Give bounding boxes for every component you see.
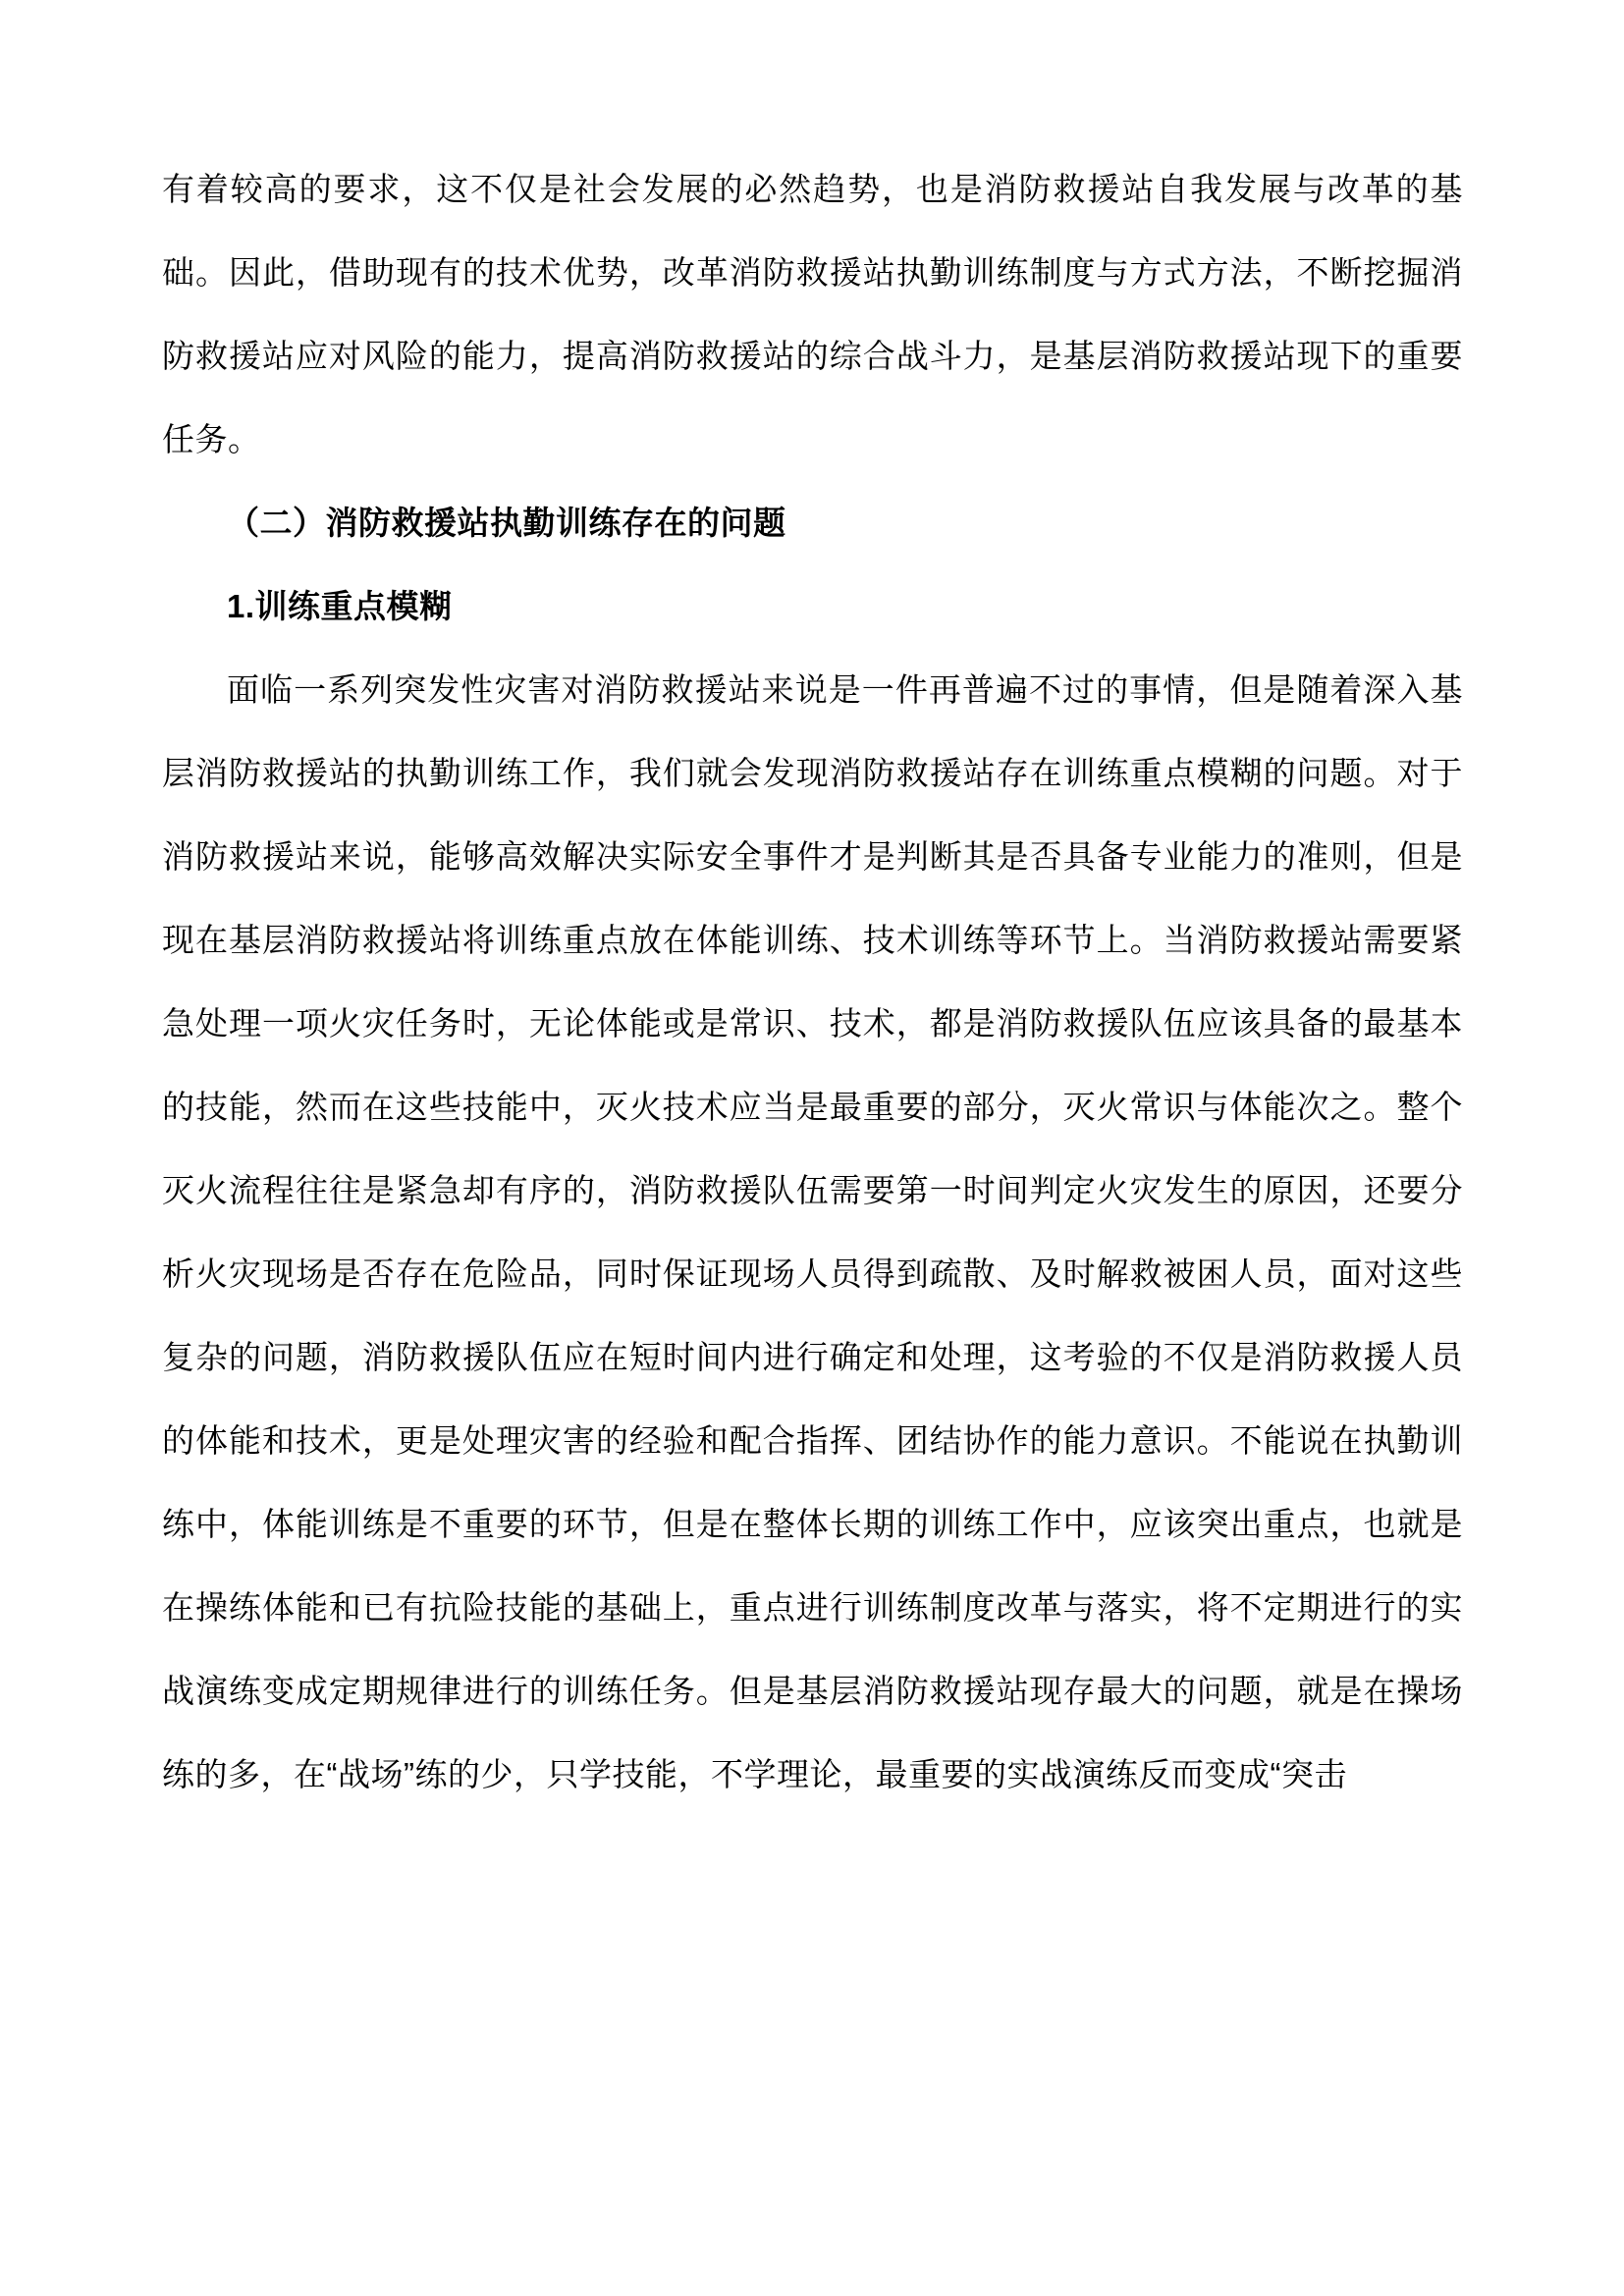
page-content [162,147,1463,1816]
body-paragraph-continued: 有着较高的要求，这不仅是社会发展的必然趋势，也是消防救援站自我发展与改革的基础。因此，借助现有的技术优势，改革消防救援站执勤训练制度与方式方法，不断挖掘消防救援站应对风险的能力，提高消防救援站的综合战斗力，是基层消防救援站现下的重要任务。 [162,171,1463,457]
section-heading-level-2: （二）消防救援站执勤训练存在的问题 [227,505,786,541]
body-paragraph-main: 面临一系列突发性灾害对消防救援站来说是一件再普遍不过的事情，但是随着深入基层消防救援站的执勤训练工作，我们就会发现消防救援站存在训练重点模糊的问题。对于消防救援站来说，能够高效解决实际安全事件才是判断其是否具备专业能力的准则，但是现在基层消防救援站将训练重点放在体能训练、技术训练等环节上。当消防救援站需要紧急处理一项火灾任务时，无论体能或是常识、技术，都是消防救援队伍应该具备的最基本的技能，然而在这些技能中，灭火技术应当是最重要的部分，灭火常识与体能次之。整个灭火流程往往是紧急却有序的，消防救援队伍需要第一时间判定火灾发生的原因，还要分析火灾现场是否存在危险品，同时保证现场人员得到疏散、及时解救被困人员，面对这些复杂的问题，消防救援队伍应在短时间内进行确定和处理，这考验的不仅是消防救援人员的体能和技术，更是处理灾害的经验和配合指挥、团结协作的能力意识。不能说在执勤训练中，体能训练是不重要的环节，但是在整体长期的训练工作中，应该突出重点，也就是在操练体能和已有抗险技能的基础上，重点进行训练制度改革与落实，将不定期进行的实战演练变成定期规律进行的训练任务。但是基层消防救援站现存最大的问题，就是在操场练的多，在“战场”练的少，只学技能，不学理论，最重要的实战演练反而变成“突击 [162,671,1463,1792]
section-heading-level-3: 1.训练重点模糊 [227,588,453,624]
